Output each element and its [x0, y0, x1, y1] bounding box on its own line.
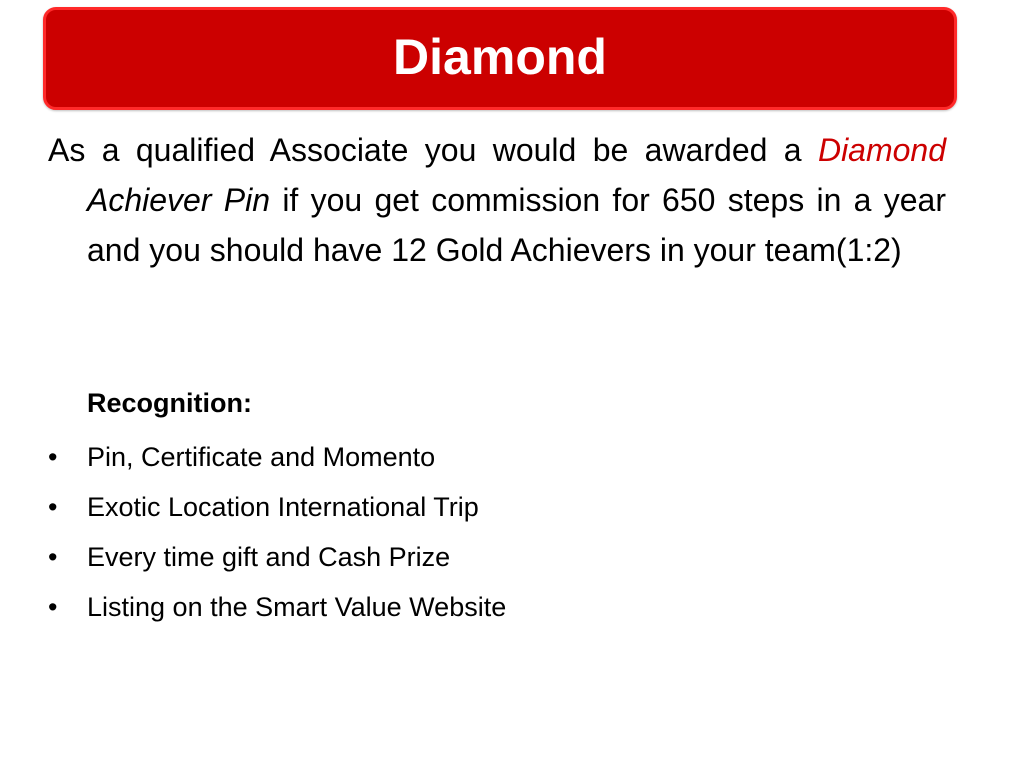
- paragraph-highlight: Diamond: [817, 132, 947, 168]
- list-item-label: Exotic Location International Trip: [87, 492, 479, 522]
- list-item: [48, 532, 506, 582]
- bullet-icon: •: [48, 492, 58, 522]
- recognition-heading: Recognition:: [87, 388, 252, 418]
- list-item-label: Listing on the Smart Value Website: [87, 592, 507, 622]
- bullet-icon: •: [48, 542, 58, 572]
- list-item-label: Pin, Certificate and Momento: [87, 442, 436, 472]
- list-item: [48, 432, 506, 482]
- paragraph-rest: if you get commission for 650 steps in a year and you should have 12 Gold Achievers in your team(1:2): [87, 182, 947, 268]
- title-banner: [43, 7, 957, 110]
- paragraph-emphasis: Achiever Pin: [87, 182, 271, 218]
- paragraph-lead: As a qualified Associate you would be awarded a: [48, 132, 802, 168]
- bullet-icon: •: [48, 592, 58, 622]
- description-paragraph: [48, 125, 946, 275]
- list-item: [48, 482, 506, 532]
- slide-title: Diamond: [393, 28, 607, 85]
- bullet-icon: •: [48, 442, 58, 472]
- recognition-list: [48, 432, 506, 632]
- list-item-label: Every time gift and Cash Prize: [87, 542, 451, 572]
- list-item: [48, 582, 506, 632]
